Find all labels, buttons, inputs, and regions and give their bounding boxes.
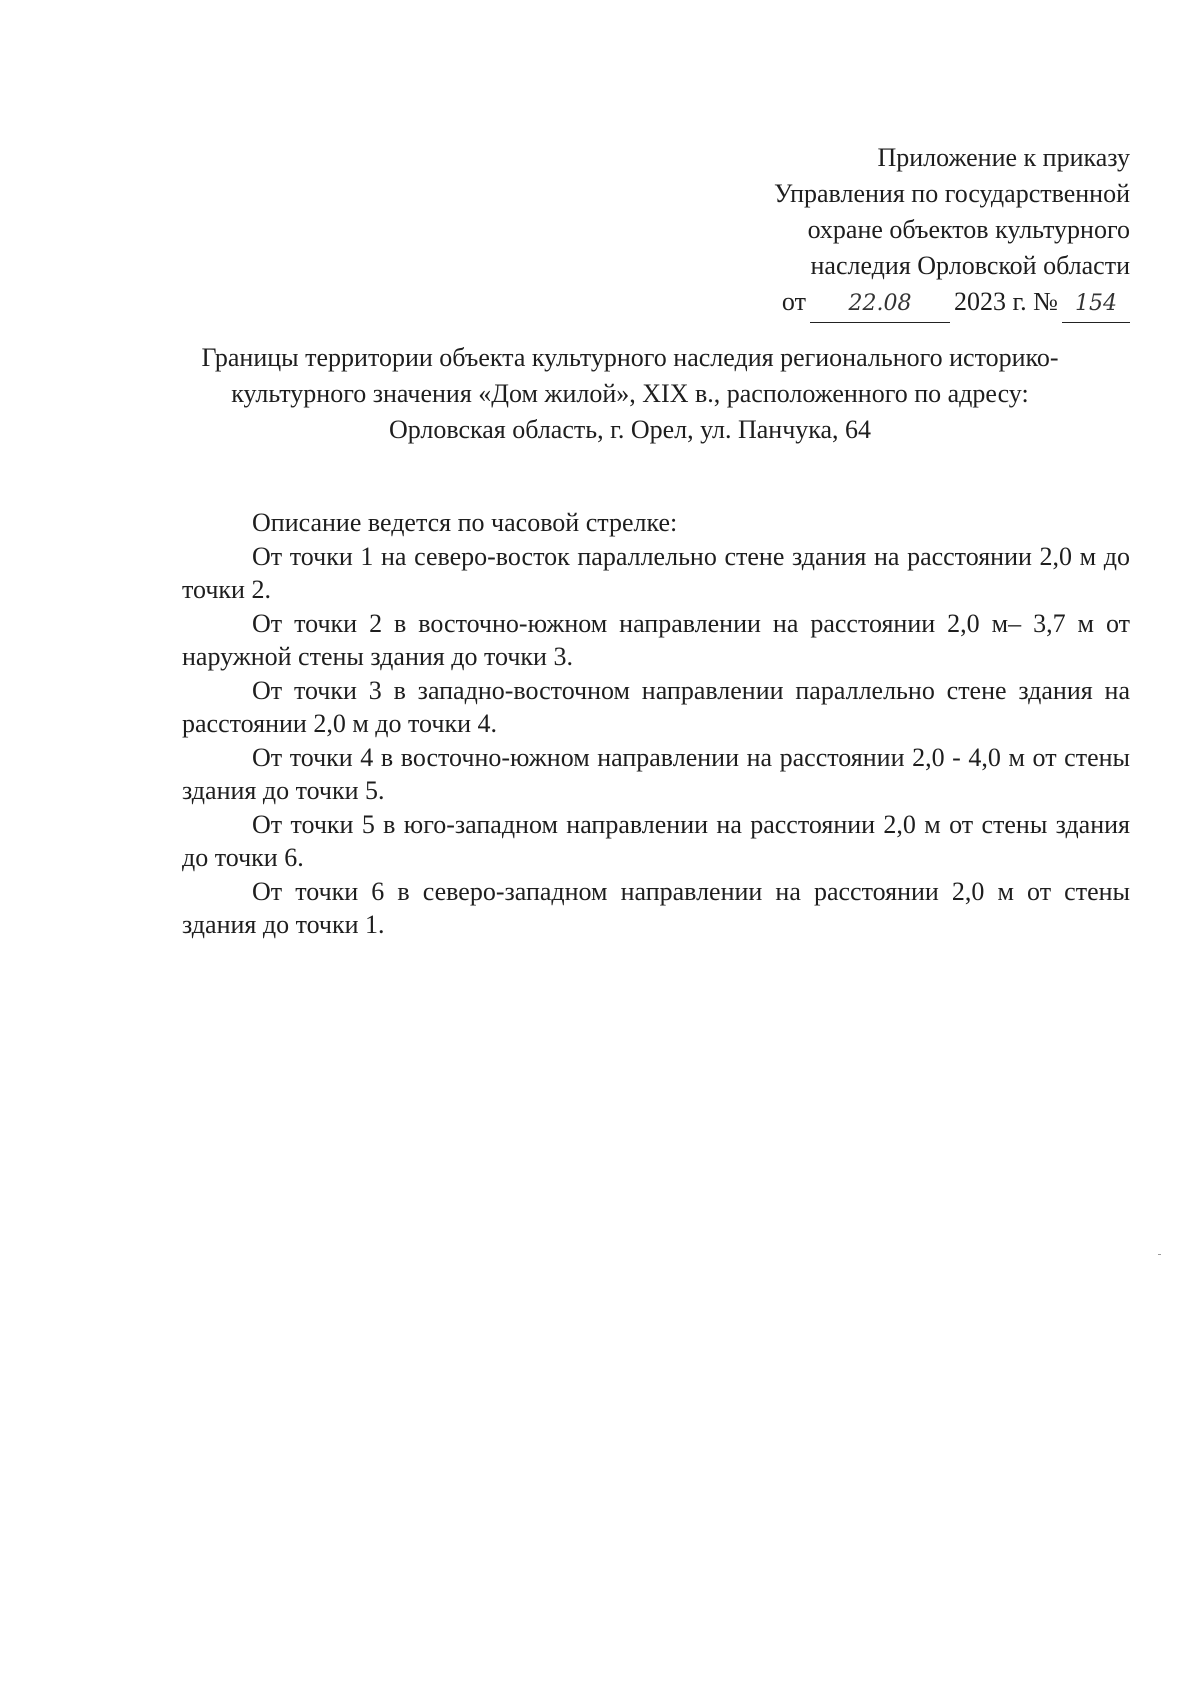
boundary-description xyxy=(182,506,1130,942)
date-prefix: от xyxy=(781,287,806,316)
title-line-1: Границы территории объекта культурного наследия регионального историко- xyxy=(201,343,1059,372)
scan-speck xyxy=(1158,1254,1161,1255)
handwritten-date: 22.08 xyxy=(810,286,950,323)
appendix-header xyxy=(510,140,1130,323)
appendix-line-3: охране объектов культурного xyxy=(807,215,1130,244)
title-line-2: культурного значения «Дом жилой», XIX в., расположенного по адресу: xyxy=(231,379,1029,408)
description-paragraph: От точки 6 в северо-западном направлении на расстоянии 2,0 м от стены здания до точки 1. xyxy=(182,877,1130,939)
description-paragraph: От точки 1 на северо-восток параллельно стене здания на расстоянии 2,0 м до точки 2. xyxy=(182,542,1130,604)
document-title xyxy=(150,340,1110,448)
description-paragraph: От точки 4 в восточно-южном направлении на расстоянии 2,0 - 4,0 м от стены здания до точки 5. xyxy=(182,743,1130,805)
appendix-line-1: Приложение к приказу xyxy=(877,143,1130,172)
appendix-line-2: Управления по государственной xyxy=(773,179,1130,208)
description-paragraph: Описание ведется по часовой стрелке: xyxy=(252,508,678,537)
year-and-number-label: 2023 г. № xyxy=(953,287,1058,316)
order-date-number-line xyxy=(510,284,1130,323)
appendix-line-4: наследия Орловской области xyxy=(810,251,1130,280)
description-paragraph: От точки 2 в восточно-южном направлении на расстоянии 2,0 м– 3,7 м от наружной стены здания до точки 3. xyxy=(182,609,1130,671)
description-paragraph: От точки 3 в западно-восточном направлении параллельно стене здания на расстоянии 2,0 м до точки 4. xyxy=(182,676,1130,738)
title-line-3: Орловская область, г. Орел, ул. Панчука, 64 xyxy=(388,415,872,444)
description-paragraph: От точки 5 в юго-западном направлении на расстоянии 2,0 м от стены здания до точки 6. xyxy=(182,810,1130,872)
handwritten-order-number: 154 xyxy=(1062,286,1130,323)
